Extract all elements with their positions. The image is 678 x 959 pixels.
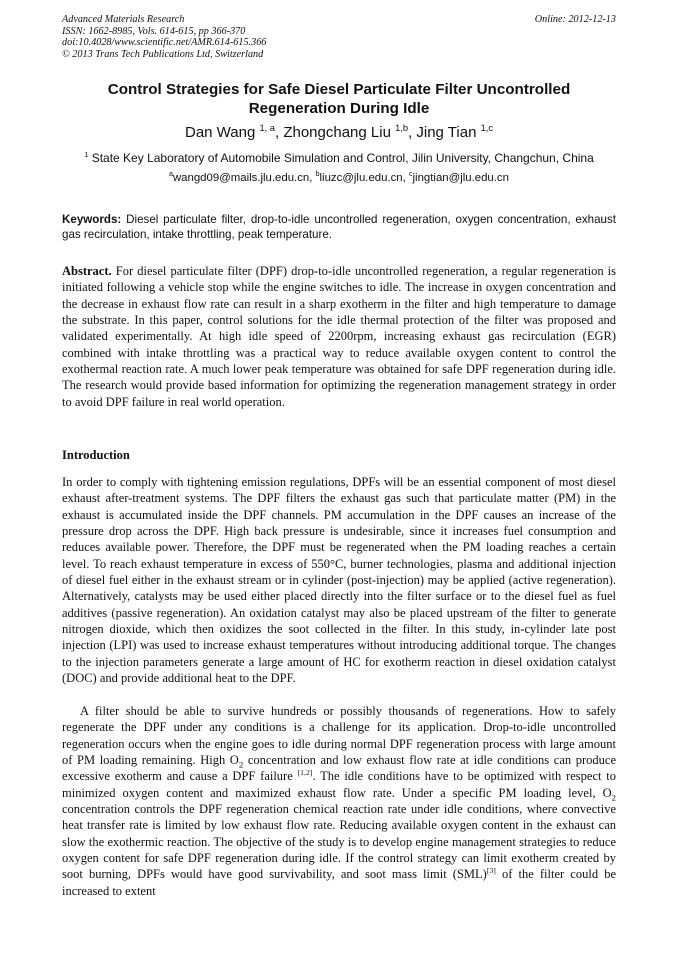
abstract-label: Abstract. <box>62 264 112 278</box>
journal-header <box>62 14 616 60</box>
author-affil-mark: 1,c <box>480 123 493 133</box>
intro-text: concentration controls the DPF regeneration chemical reaction rate under idle conditions, where convective heat transfer rate is limited by low exhaust flow rate. Reducing available oxygen content in the exhaust can slow the exothermic reaction. The objective of the study is to develop engine management strategies to reduce oxygen content for safe DPF regeneration during idle. If the control strategy can limit exotherm created by soot burning, DPFs would have good survivability, and soot mass limit (SML) <box>62 802 616 882</box>
title-line-1: Control Strategies for Safe Diesel Particulate Filter Uncontrolled <box>107 81 571 98</box>
author-separator: , <box>274 124 284 141</box>
intro-text: . The idle conditions have to be optimized with respect to minimized oxygen content and maximized exhaust flow rate. Under a specific PM loading level, O <box>62 769 616 800</box>
email-mark: a <box>169 171 173 179</box>
intro-text: concentration and low exhaust flow rate at idle conditions can produce excessive exotherm and cause a DPF failure <box>62 753 616 784</box>
abstract-text: For diesel particulate filter (DPF) drop-to-idle uncontrolled regeneration, a regular regeneration is initiated following a vehicle stop while the engine switches to idle. The increase in oxygen concentration and the decrease in exhaust flow rate can result in a sharp exotherm in the filter and high temperature to damage the substrate. In this paper, control solutions for the idle thermal protection of the filter was proposed and validated experimentally. At high idle speed of 2200rpm, increasing exhaust gas recirculation (EGR) combined with intake throttling was a practical way to reduce available oxygen content to control the exothermal reaction rate. A much lower peak temperature was obtained for safe DPF regeneration during idle. The research would provide based information for optimizing the regeneration management strategy in order to avoid DPF failure in real world operation. <box>62 264 617 409</box>
author-name: Zhongchang Liu <box>283 124 391 141</box>
email-address: jingtian@jlu.edu.cn <box>412 172 509 184</box>
email-list: $^a$wangd09@mails.jlu.edu.cn, $^b$liuzc@jlu.edu.cn, $^c$jingtian@jlu.edu.cn <box>169 171 509 184</box>
o2-subscript: 2 <box>611 792 616 803</box>
section-heading-introduction: Introduction <box>62 448 130 462</box>
intro-paragraph-1: In order to comply with tightening emission regulations, DPFs will be an essential component of most diesel exhaust after-treatment systems. The DPF filters the exhaust gas such that particulate matter (PM) in the exhaust is accumulated inside the DPF channels. PM accumulation in the DPF causes an increase of the pressure drop across the DPF. High back pressure is undesirable, since it increases fuel consumption and reduces available power. Therefore, the DPF must be regenerated when the PM loading reaches a certain level. To reach exhaust temperature in excess of 550°C, burner technologies, plasma and additional injection of diesel fuel either in the exhaust stream or in cylinder (post-injection) may be applied (active regeneration). Alternatively, catalysts may be used either placed directly into the filter surface or to the diesel fuel as fuel additives (passive regeneration). An oxidation catalyst may also be placed upstream of the filter to generate nitrogen dioxide, which then oxidizes the soot collected in the filter. In this study, in-cylinder late post injection (LPI) was used to increase exhaust temperatures without introducing additional torque. The changes to the injection parameters generate a large amount of HC for exotherm reaction in diesel oxidation catalyst (DOC) and provide additional heat to the DPF. <box>62 475 616 686</box>
author-name: Jing Tian <box>416 124 477 141</box>
email-mark: b <box>315 171 320 179</box>
keywords-text: Diesel particulate filter, drop-to-idle uncontrolled regeneration, oxygen concentration, exhaust gas recirculation, intake throttling, peak temperature. <box>62 213 616 242</box>
author-name: Dan Wang <box>184 124 256 141</box>
keywords-block <box>62 212 616 242</box>
affiliation <box>62 151 616 166</box>
affiliation-mark: 1 <box>84 150 89 159</box>
email-address: liuzc@jlu.edu.cn <box>319 172 403 184</box>
online-date: Online: 2012-12-13 <box>534 14 616 25</box>
title-line-2: Regeneration During Idle <box>248 100 430 117</box>
doi-line: doi:10.4028/www.scientific.net/AMR.614-615.366 <box>62 37 267 48</box>
intro-paragraph-2 <box>62 703 616 899</box>
keywords-label: Keywords: <box>62 213 122 226</box>
issn-line: ISSN: 1662-8985, Vols. 614-615, pp 366-370 <box>62 25 246 37</box>
author-list <box>62 124 616 142</box>
journal-name: Advanced Materials Research <box>62 14 185 25</box>
email-address: wangd09@mails.jlu.edu.cn <box>172 172 310 184</box>
copyright-line: © 2013 Trans Tech Publications Ltd, Switzerland <box>62 48 264 60</box>
citation-ref: [1,2] <box>297 768 313 778</box>
author-separator: , <box>408 124 417 141</box>
author-affil-mark: 1, a <box>259 123 275 133</box>
intro-text: of the filter could be increased to extent <box>62 867 616 898</box>
author-affil-mark: 1,b <box>395 123 409 133</box>
citation-ref: [3] <box>486 866 496 876</box>
o2-subscript: 2 <box>238 759 244 770</box>
intro-text: A filter should be able to survive hundreds or possibly thousands of regenerations. How to safely regenerate the DPF under any conditions is a challenge for its application. Drop-to-idle uncontrolled regeneration occurs when the engine goes to idle during normal DPF regeneration process with large amount of PM loading remaining. High O <box>62 704 616 768</box>
affiliation-text: State Key Laboratory of Automobile Simulation and Control, Jilin University, Changchun, China <box>91 151 594 165</box>
abstract-block <box>62 263 616 410</box>
paper-title <box>70 80 608 118</box>
email-mark: c <box>409 171 413 179</box>
